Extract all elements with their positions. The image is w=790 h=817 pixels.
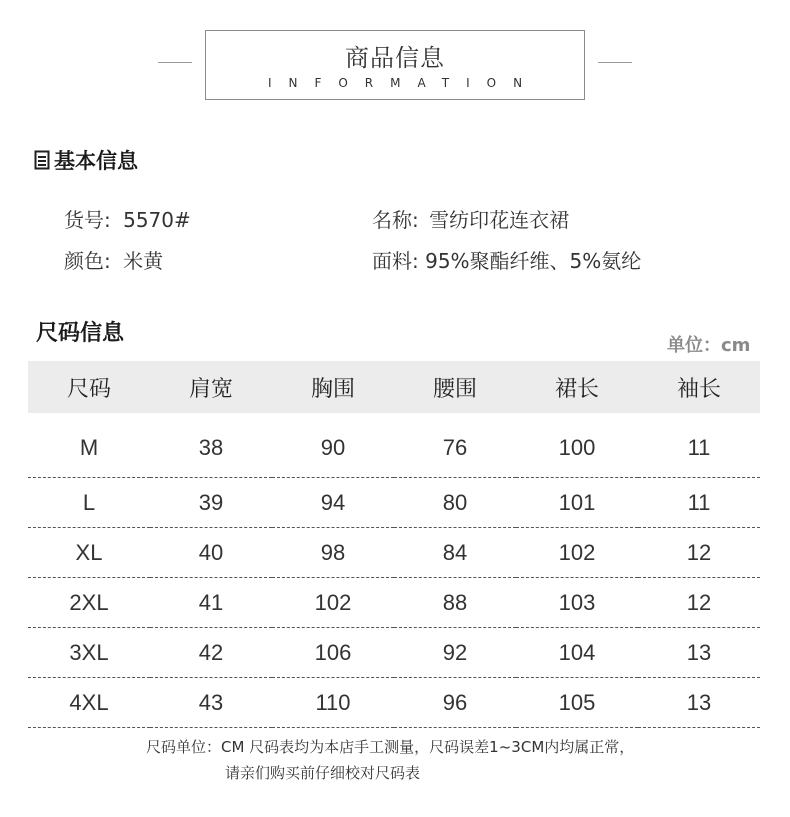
name-label: 名称: <box>372 208 419 232</box>
table-cell: M <box>28 413 150 478</box>
table-cell: 11 <box>638 478 760 528</box>
table-cell: 105 <box>516 678 638 728</box>
table-cell: 4XL <box>28 678 150 728</box>
size-info-title: 尺码信息 <box>36 321 125 346</box>
table-cell: 102 <box>516 528 638 578</box>
column-header: 袖长 <box>638 361 760 413</box>
basic-info-title: 基本信息 <box>54 149 138 173</box>
table-cell: 110 <box>272 678 394 728</box>
fabric-label: 面料: <box>372 249 419 273</box>
table-row <box>28 578 760 628</box>
table-row <box>28 678 760 728</box>
table-cell: 84 <box>394 528 516 578</box>
table-cell: XL <box>28 528 150 578</box>
page-subtitle: INFORMATION <box>267 76 540 90</box>
column-header: 腰围 <box>394 361 516 413</box>
table-cell: 80 <box>394 478 516 528</box>
table-cell: 2XL <box>28 578 150 628</box>
name-row <box>372 204 569 233</box>
table-cell: 92 <box>394 628 516 678</box>
table-cell: 98 <box>272 528 394 578</box>
table-cell: 12 <box>638 528 760 578</box>
column-header: 尺码 <box>28 361 150 413</box>
size-table-header <box>28 361 760 413</box>
table-cell: 96 <box>394 678 516 728</box>
table-cell: 90 <box>272 413 394 478</box>
table-cell: 38 <box>150 413 272 478</box>
color-value: 米黄 <box>123 249 164 273</box>
table-cell: 101 <box>516 478 638 528</box>
fabric-row <box>372 245 641 274</box>
unit-label: 单位：cm <box>667 335 751 356</box>
table-row <box>28 413 760 478</box>
table-cell: 39 <box>150 478 272 528</box>
name-value: 雪纺印花连衣裙 <box>429 208 570 232</box>
item-no-label: 货号: <box>64 208 111 232</box>
table-cell: 104 <box>516 628 638 678</box>
color-row <box>64 245 163 274</box>
column-header: 裙长 <box>516 361 638 413</box>
fabric-value: 95%聚酯纤维、5%氨纶 <box>425 249 642 273</box>
column-header: 肩宽 <box>150 361 272 413</box>
table-cell: 100 <box>516 413 638 478</box>
table-cell: 12 <box>638 578 760 628</box>
table-cell: 102 <box>272 578 394 628</box>
item-no-row <box>64 204 191 233</box>
table-cell: 88 <box>394 578 516 628</box>
basic-info-heading <box>34 145 138 175</box>
table-cell: 106 <box>272 628 394 678</box>
table-cell: 13 <box>638 628 760 678</box>
document-icon <box>34 150 50 170</box>
table-row <box>28 478 760 528</box>
item-no-value: 5570# <box>123 208 191 232</box>
table-cell: 3XL <box>28 628 150 678</box>
column-header: 胸围 <box>272 361 394 413</box>
header-left-rule <box>158 62 192 63</box>
page-title: 商品信息 <box>345 44 445 72</box>
table-cell: 94 <box>272 478 394 528</box>
table-cell: 41 <box>150 578 272 628</box>
table-cell: 13 <box>638 678 760 728</box>
table-cell: 40 <box>150 528 272 578</box>
table-cell: 103 <box>516 578 638 628</box>
note-line-2: 请亲们购买前仔细校对尺码表 <box>225 764 421 782</box>
table-cell: 43 <box>150 678 272 728</box>
color-label: 颜色: <box>64 249 111 273</box>
table-row <box>28 628 760 678</box>
table-cell: 76 <box>394 413 516 478</box>
table-cell: L <box>28 478 150 528</box>
table-row <box>28 528 760 578</box>
table-cell: 42 <box>150 628 272 678</box>
size-table <box>28 361 760 728</box>
header-right-rule <box>598 62 632 63</box>
note-line-1: 尺码单位：CM 尺码表均为本店手工测量，尺码误差1~3CM内均属正常， <box>146 738 635 756</box>
table-cell: 11 <box>638 413 760 478</box>
